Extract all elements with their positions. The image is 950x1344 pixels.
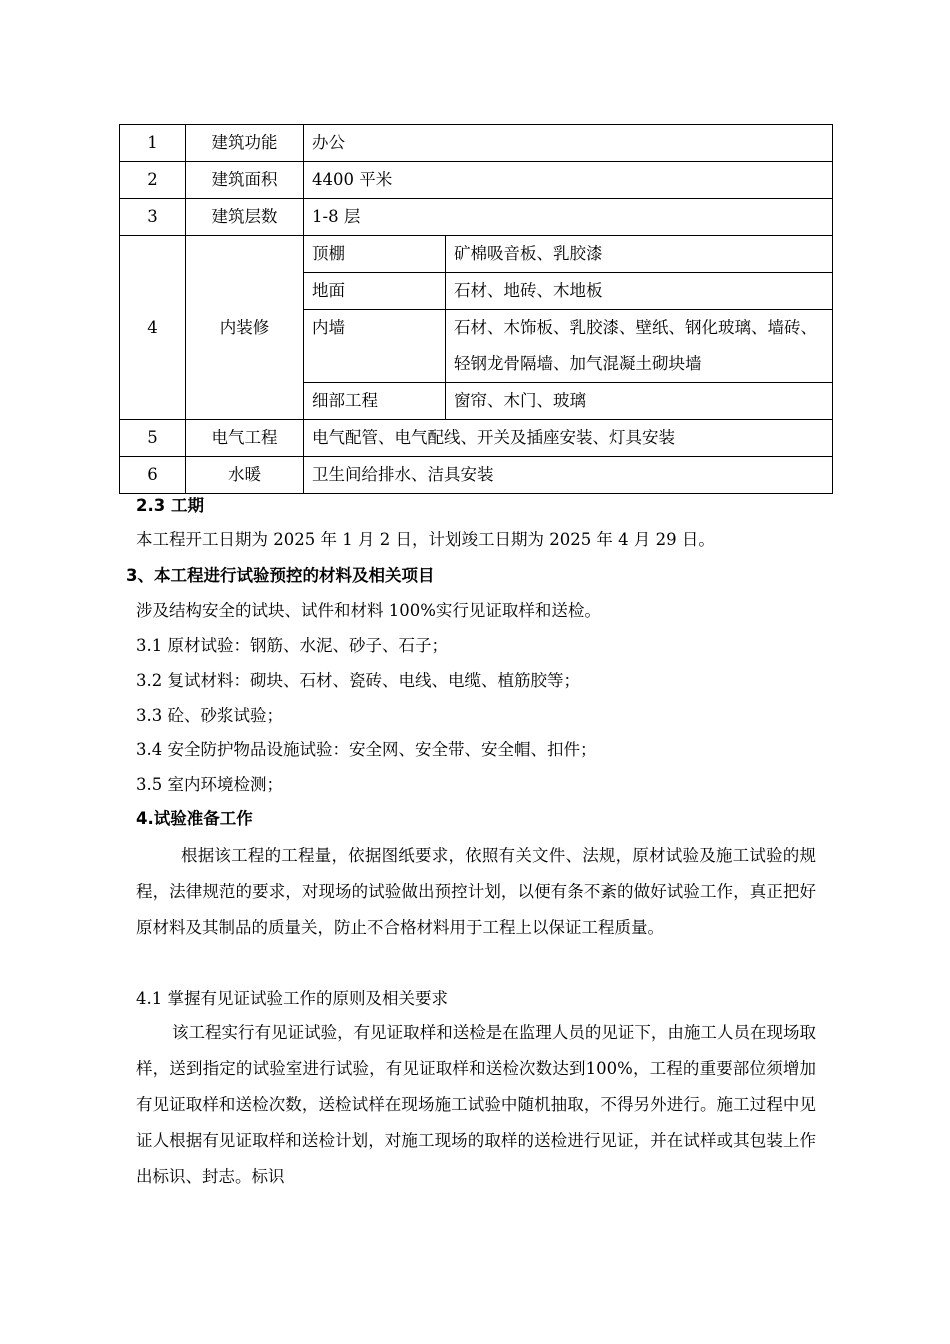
row-number: 4 bbox=[120, 236, 186, 420]
table-row bbox=[120, 457, 833, 494]
table-row bbox=[120, 236, 833, 273]
sub-item-name: 细部工程 bbox=[304, 383, 446, 420]
list-item: 3.3 砼、砂浆试验； bbox=[136, 706, 283, 725]
row-number: 1 bbox=[120, 125, 186, 162]
section-3-intro: 涉及结构安全的试块、试件和材料 100%实行见证取样和送检。 bbox=[136, 601, 601, 620]
row-value: 4400 平米 bbox=[304, 162, 833, 199]
project-info-table bbox=[119, 124, 833, 494]
table-row bbox=[120, 125, 833, 162]
sub-item-name: 内墙 bbox=[304, 310, 446, 383]
sub-item-value: 石材、木饰板、乳胶漆、壁纸、钢化玻璃、墙砖、轻钢龙骨隔墙、加气混凝土砌块墙 bbox=[446, 310, 833, 383]
row-label: 内装修 bbox=[186, 236, 304, 420]
row-label: 电气工程 bbox=[186, 420, 304, 457]
list-item: 3.2 复试材料：砌块、石材、瓷砖、电线、电缆、植筋胶等； bbox=[136, 671, 580, 690]
row-label: 水暖 bbox=[186, 457, 304, 494]
row-number: 6 bbox=[120, 457, 186, 494]
sub-item-value: 窗帘、木门、玻璃 bbox=[446, 383, 833, 420]
sub-item-name: 地面 bbox=[304, 273, 446, 310]
sub-item-name: 顶棚 bbox=[304, 236, 446, 273]
row-label: 建筑层数 bbox=[186, 199, 304, 236]
section-2-3-heading: 2.3 工期 bbox=[136, 496, 204, 515]
row-label: 建筑功能 bbox=[186, 125, 304, 162]
sub-item-value: 石材、地砖、木地板 bbox=[446, 273, 833, 310]
list-item: 3.5 室内环境检测； bbox=[136, 775, 283, 794]
row-value: 1-8 层 bbox=[304, 199, 833, 236]
list-item: 3.4 安全防护物品设施试验：安全网、安全带、安全帽、扣件； bbox=[136, 740, 597, 759]
row-value: 电气配管、电气配线、开关及插座安装、灯具安装 bbox=[304, 420, 833, 457]
section-3-heading: 3、本工程进行试验预控的材料及相关项目 bbox=[126, 566, 435, 585]
table-row bbox=[120, 162, 833, 199]
table-row bbox=[120, 420, 833, 457]
section-4-1-paragraph: 该工程实行有见证试验，有见证取样和送检是在监理人员的见证下，由施工人员在现场取样，送到指定的试验室进行试验，有见证取样和送检次数达到100%，工程的重要部位须增加有见证取样和送检次数，送检试样在现场施工试验中随机抽取，不得另外进行。施工过程中见证人根据有见证取样和送检计划，对施工现场的取样的送检进行见证，并在试样或其包装上作出标识、封志。标识 bbox=[136, 1023, 816, 1186]
row-label: 建筑面积 bbox=[186, 162, 304, 199]
section-4-heading: 4.试验准备工作 bbox=[136, 809, 253, 828]
section-4-paragraph: 根据该工程的工程量，依据图纸要求，依照有关文件、法规，原材试验及施工试验的规程，法律规范的要求，对现场的试验做出预控计划，以便有条不紊的做好试验工作，真正把好原材料及其制品的质量关，防止不合格材料用于工程上以保证工程质量。 bbox=[136, 846, 816, 937]
row-value: 办公 bbox=[304, 125, 833, 162]
row-value: 卫生间给排水、洁具安装 bbox=[304, 457, 833, 494]
sub-item-value: 矿棉吸音板、乳胶漆 bbox=[446, 236, 833, 273]
list-item: 3.1 原材试验：钢筋、水泥、砂子、石子； bbox=[136, 636, 448, 655]
table-row bbox=[120, 199, 833, 236]
section-4-1-heading: 4.1 掌握有见证试验工作的原则及相关要求 bbox=[136, 989, 448, 1008]
row-number: 5 bbox=[120, 420, 186, 457]
row-number: 3 bbox=[120, 199, 186, 236]
schedule-text: 本工程开工日期为 2025 年 1 月 2 日，计划竣工日期为 2025 年 4 月 29 日。 bbox=[136, 530, 715, 549]
row-number: 2 bbox=[120, 162, 186, 199]
